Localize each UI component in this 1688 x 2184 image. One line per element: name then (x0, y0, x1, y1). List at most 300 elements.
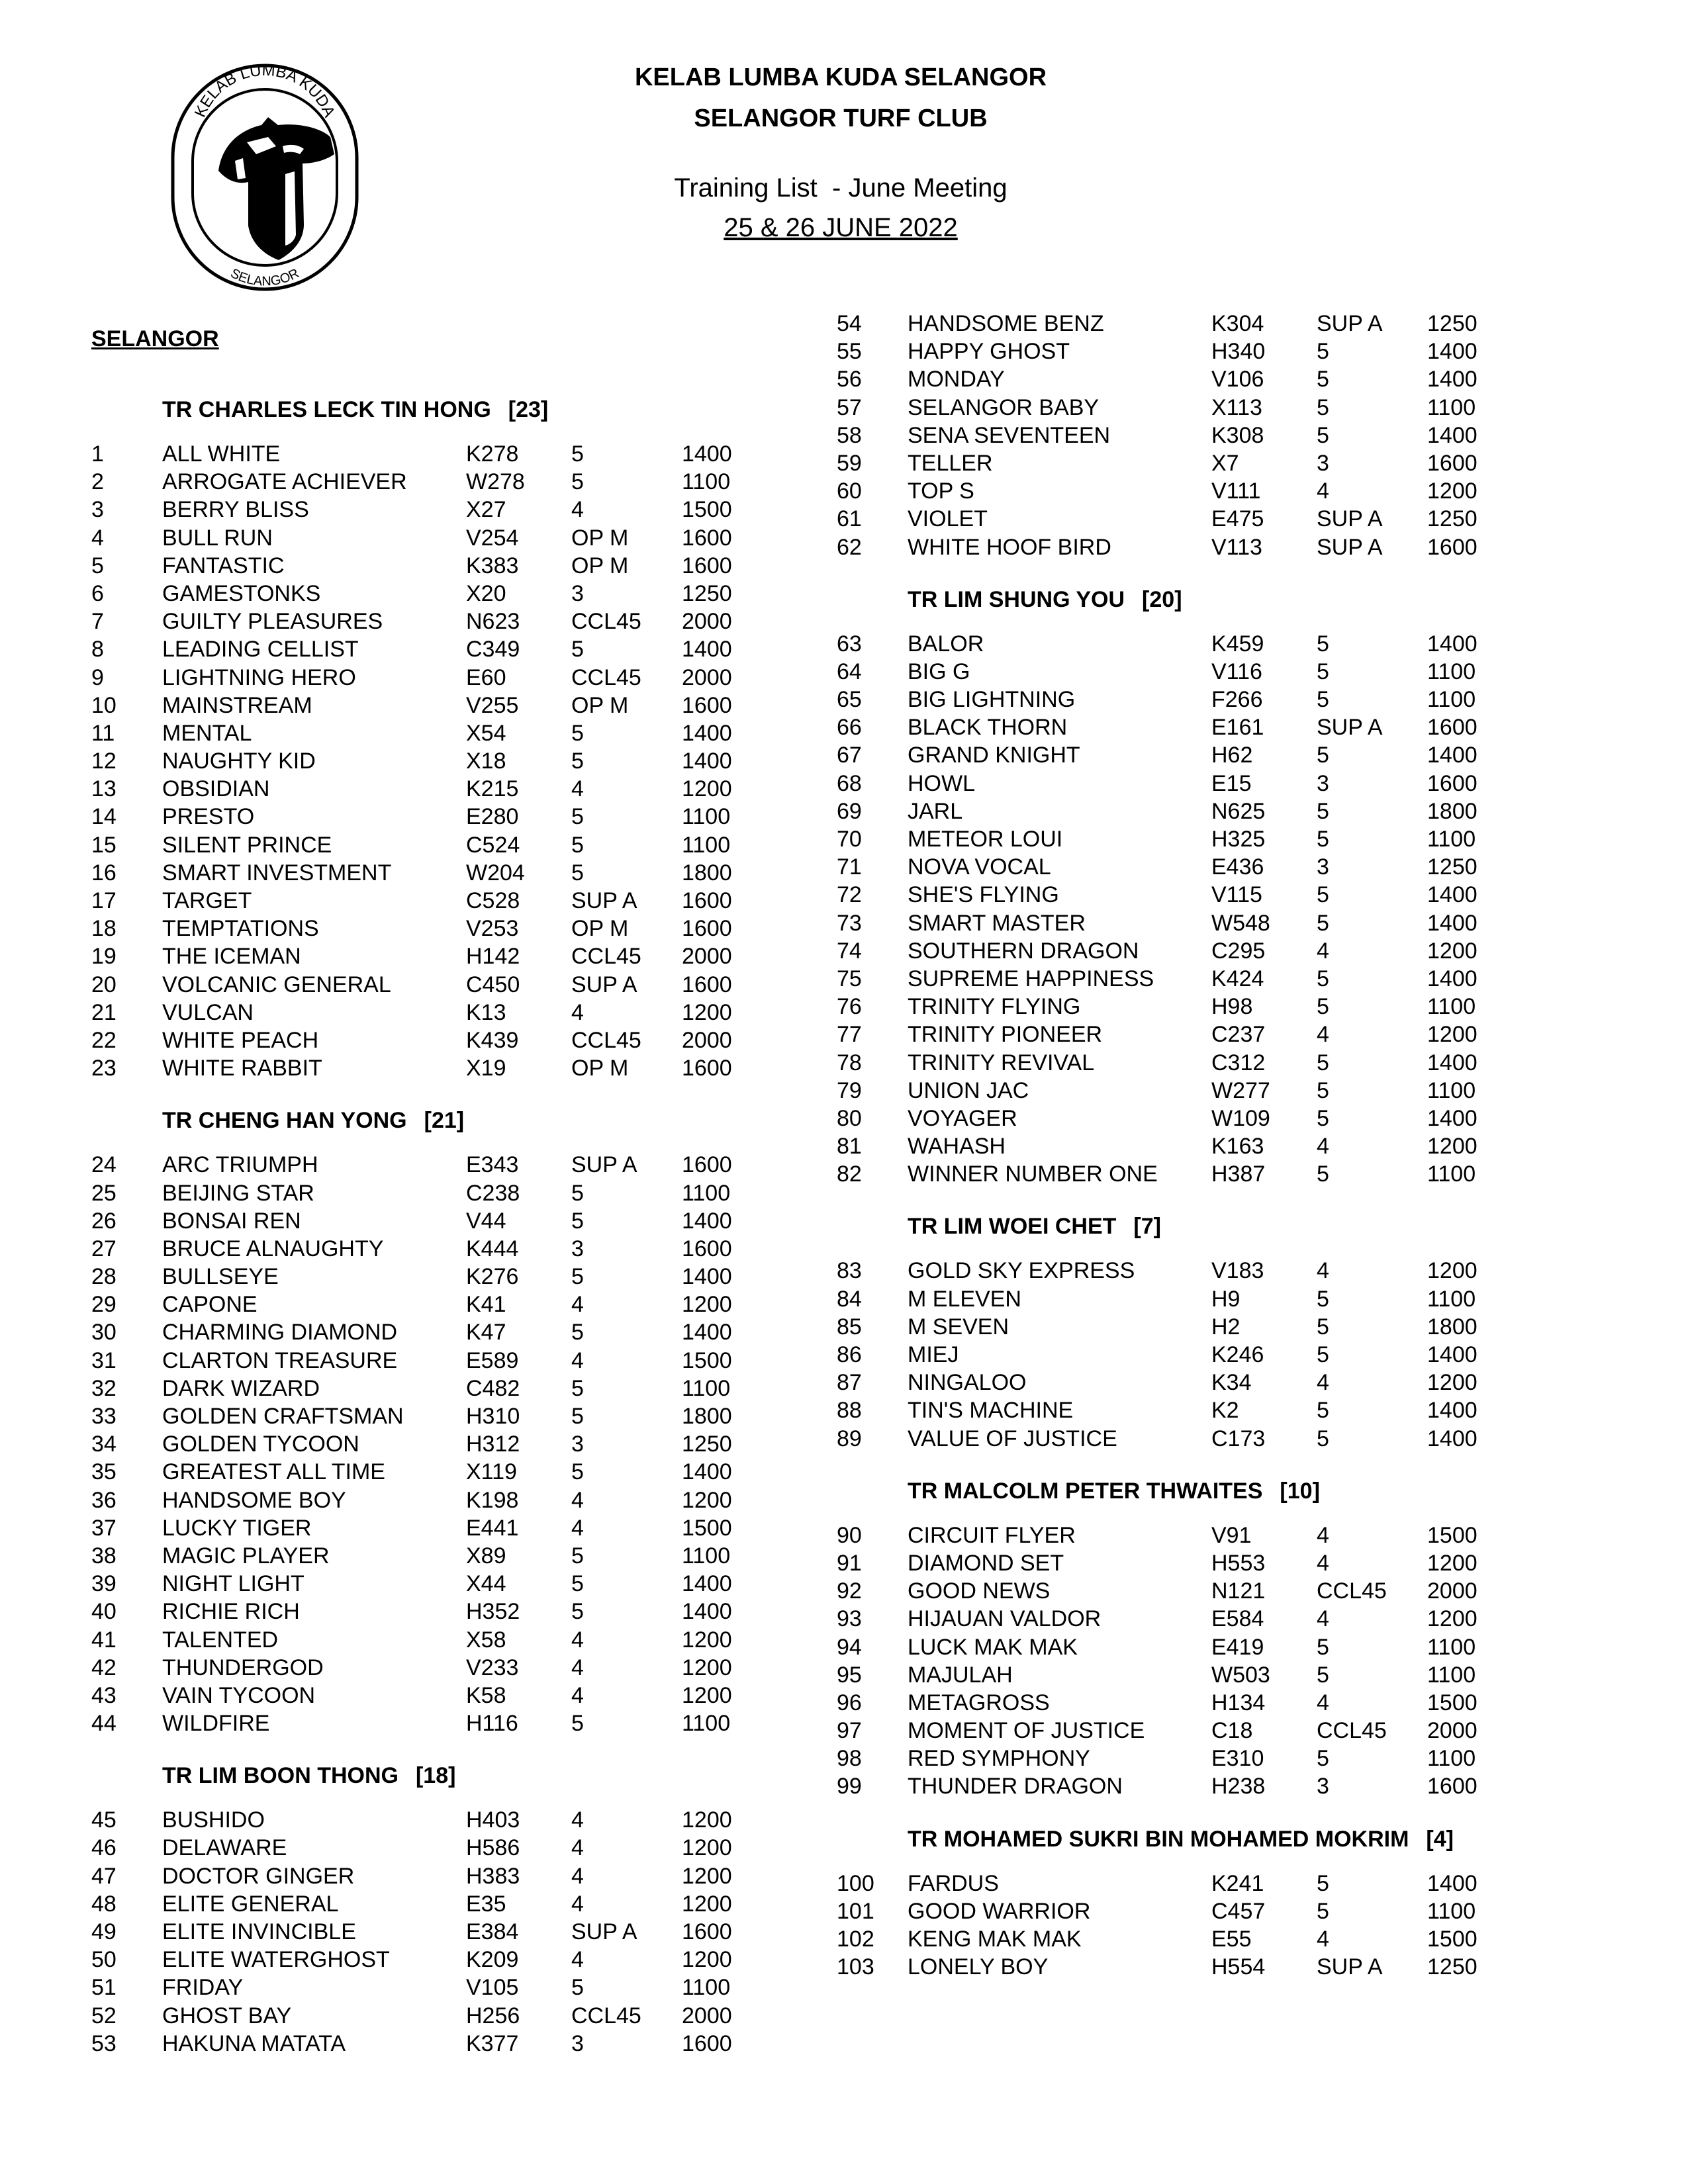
horse-number: 76 (837, 994, 862, 1020)
brand-code: C528 (466, 888, 520, 913)
distance: 1200 (682, 1891, 732, 1917)
horse-class: 5 (571, 1404, 584, 1429)
horse-name: THE ICEMAN (162, 944, 301, 970)
horse-class: SUP A (571, 1919, 637, 1944)
horse-number: 69 (837, 798, 862, 824)
horse-name: JARL (908, 798, 963, 824)
horse-class: 3 (1317, 450, 1329, 476)
horse-name: VIOLET (908, 506, 988, 532)
brand-code: E384 (466, 1919, 519, 1944)
horse-class: OP M (571, 525, 629, 551)
horse-name: TELLER (908, 450, 993, 476)
horse-name: SELANGOR BABY (908, 394, 1100, 420)
distance: 1600 (682, 888, 732, 913)
club-logo (169, 62, 361, 293)
brand-code: K246 (1211, 1342, 1264, 1367)
distance: 1100 (682, 1543, 731, 1569)
horse-name: CIRCUIT FLYER (908, 1522, 1076, 1548)
distance: 1100 (1427, 394, 1476, 420)
horse-number: 16 (91, 860, 117, 886)
horse-class: 5 (571, 1571, 584, 1597)
distance: 1400 (1427, 339, 1477, 365)
horse-row (837, 1285, 1605, 1313)
horse-name: LUCK MAK MAK (908, 1634, 1078, 1660)
horse-row (91, 1458, 859, 1486)
distance: 2000 (1427, 1718, 1477, 1744)
horse-number: 12 (91, 749, 117, 774)
horse-count: [20] (1142, 586, 1182, 612)
distance: 1200 (1427, 478, 1477, 504)
brand-code: H403 (466, 1807, 520, 1833)
horse-row (91, 664, 859, 692)
brand-code: W548 (1211, 910, 1270, 936)
logo-top-text: KELAB LUMBA KUDA (191, 62, 339, 120)
horse-row (91, 440, 859, 468)
horse-number: 41 (91, 1627, 117, 1653)
brand-code: K439 (466, 1027, 519, 1053)
distance: 1600 (682, 1236, 732, 1261)
horse-row (837, 1717, 1605, 1745)
horse-class: CCL45 (571, 609, 641, 635)
distance: 1400 (682, 1208, 732, 1234)
distance: 1200 (1427, 938, 1477, 964)
region-heading: SELANGOR (91, 326, 219, 351)
brand-code: E60 (466, 664, 506, 690)
distance: 1400 (1427, 1105, 1477, 1131)
distance: 1400 (682, 637, 732, 662)
horse-number: 4 (91, 525, 104, 551)
distance: 1800 (1427, 1314, 1477, 1340)
distance: 1100 (682, 1375, 731, 1401)
horse-row (91, 887, 859, 915)
brand-code: H9 (1211, 1286, 1241, 1312)
horse-row (837, 505, 1605, 533)
horse-number: 6 (91, 580, 104, 606)
brand-code: F266 (1211, 687, 1263, 713)
horse-class: 5 (1317, 1286, 1329, 1312)
distance: 1200 (682, 1807, 732, 1833)
horse-class: 5 (571, 1264, 584, 1290)
horse-number: 25 (91, 1180, 117, 1206)
brand-code: K41 (466, 1292, 506, 1318)
horse-row (837, 1257, 1605, 1285)
horse-row (837, 630, 1605, 658)
horse-number: 44 (91, 1711, 117, 1737)
horse-class: 5 (1317, 910, 1329, 936)
brand-code: N121 (1211, 1578, 1266, 1604)
horse-class: 4 (571, 1292, 584, 1318)
horse-row (837, 1049, 1605, 1077)
trainer-name: TR CHARLES LECK TIN HONG (162, 397, 491, 422)
horse-class: 5 (1317, 1077, 1329, 1103)
horse-name: GAMESTONKS (162, 580, 321, 606)
distance: 1400 (1427, 743, 1477, 768)
horse-name: BIG G (908, 659, 970, 684)
horse-class: 5 (571, 1375, 584, 1401)
horse-number: 88 (837, 1398, 862, 1424)
horse-number: 39 (91, 1571, 117, 1597)
horse-number: 67 (837, 743, 862, 768)
horse-class: 4 (571, 776, 584, 802)
horse-number: 65 (837, 687, 862, 713)
horse-row (837, 1605, 1605, 1633)
distance: 1400 (682, 441, 732, 467)
horse-number: 102 (837, 1927, 874, 1952)
distance: 1200 (1427, 1022, 1477, 1048)
distance: 1200 (682, 776, 732, 802)
horse-number: 37 (91, 1515, 117, 1541)
list-title: Training List - June Meeting (674, 173, 1008, 203)
horse-name: BALOR (908, 631, 984, 657)
horse-class: 5 (571, 1459, 584, 1485)
horse-list (837, 1522, 1605, 1801)
horse-number: 81 (837, 1134, 862, 1160)
horse-class: SUP A (571, 1152, 637, 1178)
horse-class: 5 (1317, 1314, 1329, 1340)
distance: 2000 (682, 1027, 732, 1053)
horse-name: HIJAUAN VALDOR (908, 1606, 1102, 1632)
horse-class: SUP A (571, 888, 637, 913)
horse-number: 26 (91, 1208, 117, 1234)
horse-number: 83 (837, 1258, 862, 1284)
brand-code: K278 (466, 441, 519, 467)
horse-name: UNION JAC (908, 1077, 1029, 1103)
horse-row (837, 1549, 1605, 1577)
horse-row (837, 1077, 1605, 1105)
horse-class: 4 (1317, 1258, 1329, 1284)
horse-name: ELITE WATERGHOST (162, 1947, 390, 1973)
horse-class: 5 (1317, 1426, 1329, 1451)
horse-name: HANDSOME BOY (162, 1487, 346, 1513)
horse-number: 89 (837, 1426, 862, 1451)
distance: 1400 (1427, 1870, 1477, 1896)
horse-name: DIAMOND SET (908, 1550, 1064, 1576)
horse-row (91, 1486, 859, 1514)
horse-row (837, 310, 1605, 338)
horse-name: THUNDER DRAGON (908, 1774, 1123, 1799)
horse-row (837, 797, 1605, 825)
distance: 1200 (1427, 1550, 1477, 1576)
horse-name: VULCAN (162, 999, 254, 1025)
horse-row (91, 971, 859, 999)
distance: 1200 (1427, 1134, 1477, 1160)
horse-list (91, 1806, 859, 2058)
distance: 2000 (682, 2003, 732, 2028)
meeting-dates: 25 & 26 JUNE 2022 (724, 213, 958, 242)
trainer-group (91, 395, 859, 1082)
horse-class: 3 (571, 2030, 584, 2056)
horse-class: 4 (1317, 1134, 1329, 1160)
distance: 1400 (1427, 422, 1477, 448)
horse-name: NIGHT LIGHT (162, 1571, 305, 1597)
horse-row (837, 1689, 1605, 1717)
horse-class: 4 (1317, 938, 1329, 964)
horse-row (837, 741, 1605, 769)
brand-code: K276 (466, 1264, 519, 1290)
distance: 1200 (682, 1292, 732, 1318)
horse-row (91, 1709, 859, 1737)
horse-class: OP M (571, 553, 629, 578)
horse-row (91, 468, 859, 496)
horse-row (91, 1402, 859, 1430)
horse-row (91, 747, 859, 775)
horse-name: THUNDERGOD (162, 1655, 324, 1680)
horse-row (91, 859, 859, 887)
horse-name: DOCTOR GINGER (162, 1863, 355, 1889)
horse-number: 11 (91, 720, 115, 746)
horse-number: 79 (837, 1077, 862, 1103)
horse-number: 61 (837, 506, 862, 532)
horse-class: 5 (571, 804, 584, 830)
horse-number: 18 (91, 916, 117, 942)
horse-row (91, 1235, 859, 1263)
horse-number: 28 (91, 1264, 117, 1290)
horse-row (91, 803, 859, 831)
horse-row (91, 552, 859, 580)
distance: 1250 (1427, 854, 1477, 880)
distance: 1600 (682, 553, 732, 578)
brand-code: H116 (466, 1711, 518, 1737)
horse-row (91, 496, 859, 523)
horse-class: 5 (571, 1711, 584, 1737)
horse-number: 103 (837, 1954, 874, 1980)
horse-number: 3 (91, 497, 104, 523)
horse-name: LONELY BOY (908, 1954, 1049, 1980)
horse-row (837, 1313, 1605, 1341)
horse-list (837, 1257, 1605, 1452)
distance: 1400 (1427, 1342, 1477, 1367)
horse-number: 63 (837, 631, 862, 657)
horse-name: BLACK THORN (908, 715, 1068, 741)
distance: 1200 (682, 1487, 732, 1513)
horse-class: 5 (571, 749, 584, 774)
horse-number: 20 (91, 972, 117, 997)
horse-name: VOYAGER (908, 1105, 1017, 1131)
brand-code: V233 (466, 1655, 519, 1680)
brand-code: K13 (466, 999, 506, 1025)
right-column (837, 310, 1605, 1981)
brand-code: V116 (1211, 659, 1262, 684)
horse-class: CCL45 (571, 664, 641, 690)
horse-class: SUP A (1317, 534, 1383, 560)
distance: 1250 (682, 580, 732, 606)
horse-class: 4 (1317, 1022, 1329, 1048)
horse-class: 4 (571, 1487, 584, 1513)
horse-class: 4 (1317, 1690, 1329, 1715)
brand-code: K459 (1211, 631, 1264, 657)
horse-row (837, 365, 1605, 393)
horse-class: 4 (1317, 1606, 1329, 1632)
horse-class: 5 (1317, 422, 1329, 448)
brand-code: X54 (466, 720, 506, 746)
distance: 1500 (682, 1515, 732, 1541)
horse-number: 9 (91, 664, 104, 690)
horse-row (837, 686, 1605, 713)
distance: 1400 (1427, 966, 1477, 991)
horse-number: 49 (91, 1919, 117, 1944)
brand-code: X18 (466, 749, 506, 774)
horse-row (91, 1626, 859, 1654)
horse-number: 38 (91, 1543, 117, 1569)
horse-row (91, 635, 859, 663)
horse-class: 5 (1317, 1398, 1329, 1424)
brand-code: C173 (1211, 1426, 1266, 1451)
brand-code: V183 (1211, 1258, 1264, 1284)
horse-class: 5 (1317, 1746, 1329, 1772)
horse-class: 4 (571, 1947, 584, 1973)
horse-row (837, 1633, 1605, 1661)
horse-number: 86 (837, 1342, 862, 1367)
brand-code: H554 (1211, 1954, 1266, 1980)
horse-name: BRUCE ALNAUGHTY (162, 1236, 384, 1261)
brand-code: W204 (466, 860, 525, 886)
horse-class: 4 (1317, 478, 1329, 504)
trainer-heading (91, 1761, 859, 1790)
brand-code: N623 (466, 609, 520, 635)
horse-name: TALENTED (162, 1627, 279, 1653)
horse-number: 92 (837, 1578, 862, 1604)
distance: 1100 (1427, 1746, 1476, 1772)
horse-name: LEADING CELLIST (162, 637, 359, 662)
distance: 1500 (682, 497, 732, 523)
horse-name: ARC TRIUMPH (162, 1152, 318, 1178)
distance: 1100 (682, 1711, 731, 1737)
distance: 1250 (1427, 311, 1477, 336)
distance: 1500 (682, 1347, 732, 1373)
distance: 1100 (682, 1180, 731, 1206)
distance: 1600 (1427, 534, 1477, 560)
horse-number: 43 (91, 1682, 117, 1708)
horse-row (837, 1577, 1605, 1605)
horse-row (91, 1806, 859, 1834)
horse-number: 51 (91, 1975, 117, 2001)
horse-number: 17 (91, 888, 117, 913)
horse-name: VAIN TYCOON (162, 1682, 316, 1708)
horse-number: 32 (91, 1375, 117, 1401)
distance: 1400 (682, 1599, 732, 1625)
brand-code: V115 (1211, 882, 1262, 908)
horse-row (837, 1661, 1605, 1689)
horse-name: GOLD SKY EXPRESS (908, 1258, 1135, 1284)
brand-code: K58 (466, 1682, 506, 1708)
left-column (91, 395, 859, 2058)
brand-code: C450 (466, 972, 520, 997)
horse-name: SOUTHERN DRAGON (908, 938, 1139, 964)
brand-code: E589 (466, 1347, 519, 1373)
horse-row (837, 770, 1605, 797)
horse-class: 5 (571, 1599, 584, 1625)
brand-code: V253 (466, 916, 519, 942)
horse-row (91, 1682, 859, 1709)
distance: 1250 (1427, 506, 1477, 532)
horse-class: 5 (1317, 687, 1329, 713)
horse-number: 42 (91, 1655, 117, 1680)
horse-row (91, 1946, 859, 1974)
distance: 1100 (1427, 1898, 1476, 1924)
horse-number: 14 (91, 804, 117, 830)
horse-row (91, 1347, 859, 1375)
horse-number: 78 (837, 1050, 862, 1075)
distance: 1100 (1427, 1077, 1476, 1103)
horse-number: 93 (837, 1606, 862, 1632)
horse-name: FANTASTIC (162, 553, 285, 578)
horse-name: HAKUNA MATATA (162, 2030, 346, 2056)
horse-row (91, 1654, 859, 1682)
distance: 1250 (682, 1432, 732, 1457)
horse-class: 4 (571, 1655, 584, 1680)
horse-class: 5 (1317, 743, 1329, 768)
horse-class: 3 (571, 580, 584, 606)
horse-row (837, 993, 1605, 1021)
horse-class: CCL45 (1317, 1578, 1387, 1604)
horse-class: 4 (571, 1627, 584, 1653)
horse-class: OP M (571, 916, 629, 942)
horse-row (91, 524, 859, 552)
distance: 1400 (1427, 1426, 1477, 1451)
horse-number: 35 (91, 1459, 117, 1485)
distance: 1100 (682, 469, 731, 495)
brand-code: C238 (466, 1180, 520, 1206)
horse-number: 30 (91, 1320, 117, 1345)
horse-class: 4 (1317, 1550, 1329, 1576)
distance: 1200 (682, 1863, 732, 1889)
brand-code: H383 (466, 1863, 520, 1889)
brand-code: X19 (466, 1056, 506, 1081)
distance: 1800 (1427, 798, 1477, 824)
horse-number: 40 (91, 1599, 117, 1625)
distance: 1400 (1427, 631, 1477, 657)
brand-code: H340 (1211, 339, 1266, 365)
horse-row (91, 580, 859, 608)
horse-class: 4 (571, 1347, 584, 1373)
horse-row (837, 1745, 1605, 1772)
horse-name: VALUE OF JUSTICE (908, 1426, 1117, 1451)
distance: 1500 (1427, 1927, 1477, 1952)
horse-number: 21 (91, 999, 117, 1025)
horse-class: 5 (1317, 1634, 1329, 1660)
brand-code: V91 (1211, 1522, 1252, 1548)
horse-class: SUP A (571, 972, 637, 997)
horse-class: 5 (571, 1975, 584, 2001)
brand-code: W278 (466, 469, 525, 495)
brand-code: H2 (1211, 1314, 1241, 1340)
trainer-name: TR LIM WOEI CHET (908, 1214, 1117, 1240)
horse-list (91, 440, 859, 1082)
horse-name: GUILTY PLEASURES (162, 609, 383, 635)
distance: 1400 (1427, 882, 1477, 908)
horse-count: [23] (508, 397, 549, 422)
horse-row (91, 719, 859, 747)
horse-row (91, 1890, 859, 1918)
horse-name: WAHASH (908, 1134, 1006, 1160)
horse-number: 52 (91, 2003, 117, 2028)
horse-row (91, 1291, 859, 1318)
brand-code: C237 (1211, 1022, 1266, 1048)
brand-code: V105 (466, 1975, 519, 2001)
horse-number: 95 (837, 1662, 862, 1688)
horse-row (91, 1974, 859, 2001)
horse-class: 5 (1317, 659, 1329, 684)
horse-row (837, 1897, 1605, 1925)
horse-row (91, 999, 859, 1026)
distance: 1200 (682, 1682, 732, 1708)
horse-number: 13 (91, 776, 117, 802)
horse-class: 4 (571, 999, 584, 1025)
brand-code: V106 (1211, 367, 1264, 392)
horse-name: SMART MASTER (908, 910, 1086, 936)
horse-class: OP M (571, 692, 629, 718)
distance: 1500 (1427, 1690, 1477, 1715)
